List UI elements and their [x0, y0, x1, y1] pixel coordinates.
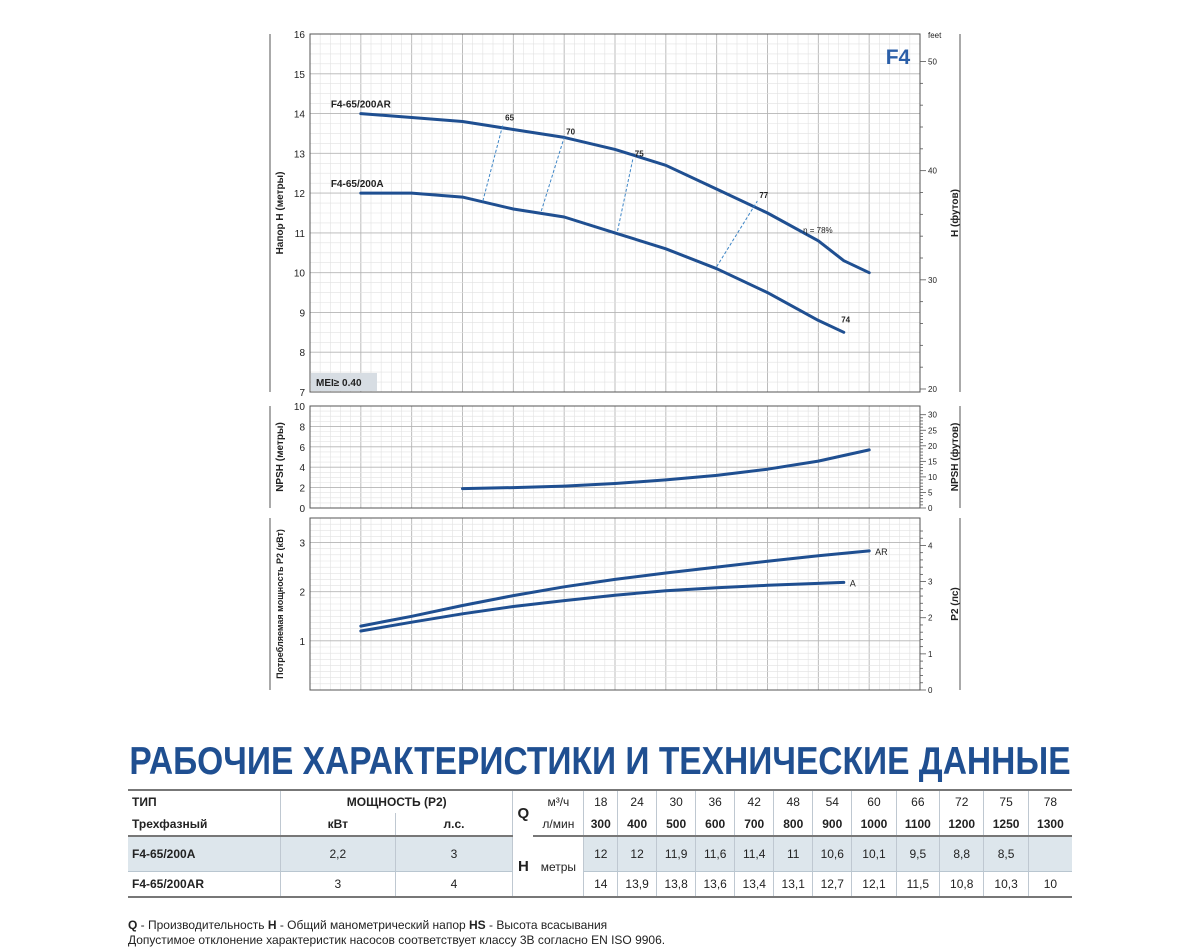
series-label: F4-65/200AR — [330, 99, 391, 111]
head-value: 10,3 — [984, 872, 1028, 898]
head-value: 11,5 — [896, 872, 939, 898]
y2-axis-title: NPSH (футов) — [950, 422, 961, 492]
efficiency-label: 70 — [566, 127, 576, 137]
y2-axis-title: P2 (лс) — [950, 587, 961, 621]
m3h-cell: 48 — [774, 790, 813, 813]
y-tick-label: 8 — [299, 348, 305, 360]
head-value: 13,8 — [657, 872, 696, 898]
table-row — [128, 836, 1072, 872]
y2-tick-label: 20 — [928, 385, 937, 394]
y2-tick-label: 10 — [928, 472, 937, 482]
m3h-cell: 18 — [584, 790, 618, 813]
footnote-q-text: - Производительность — [137, 918, 268, 932]
lmin-cell: 1250 — [984, 813, 1028, 836]
q-label: Q — [513, 790, 534, 836]
mei-label: MEI≥ 0.40 — [316, 378, 362, 389]
head-value: 11,6 — [696, 836, 735, 872]
m3h-cell: 66 — [896, 790, 939, 813]
y-tick-label: 11 — [294, 228, 305, 240]
series-label: A — [849, 578, 856, 589]
head-value: 8,5 — [984, 836, 1028, 872]
head-value: 11,4 — [735, 836, 774, 872]
y-axis-title: NPSH (метры) — [275, 422, 286, 492]
h-label: H — [513, 836, 534, 897]
m3h-cell: 42 — [735, 790, 774, 813]
head-value: 13,1 — [774, 872, 813, 898]
y2-tick-label: 50 — [928, 57, 937, 67]
model-name: F4-65/200AR — [128, 872, 281, 898]
y-tick-label: 9 — [299, 308, 305, 320]
table-row — [128, 872, 1072, 898]
efficiency-label: 65 — [505, 113, 515, 123]
kw-value: 3 — [281, 872, 396, 898]
head-value: 9,5 — [896, 836, 939, 872]
efficiency-label: 75 — [634, 149, 644, 159]
lmin-cell: 1100 — [896, 813, 939, 836]
y2-tick-label: 25 — [928, 426, 937, 436]
y2-tick-label: 5 — [928, 488, 933, 498]
head-value: 11,9 — [657, 836, 696, 872]
y-tick-label: 16 — [293, 30, 305, 41]
lmin-cell: 300 — [584, 813, 618, 836]
y-tick-label: 7 — [299, 388, 305, 399]
y-tick-label: 14 — [293, 109, 305, 121]
series-label: AR — [875, 546, 888, 557]
lmin-cell: 500 — [657, 813, 696, 836]
head-value: 10,6 — [813, 836, 852, 872]
m3h-cell: 54 — [813, 790, 852, 813]
y2-unit-label: feet — [928, 31, 942, 40]
footnote-hs-text: - Высота всасывания — [485, 918, 608, 932]
y2-tick-label: 30 — [928, 275, 937, 285]
table-subheader-row — [128, 813, 1072, 836]
spec-table — [128, 789, 1072, 898]
y-tick-label: 13 — [293, 149, 305, 161]
m3h-cell: 72 — [940, 790, 984, 813]
hp-header: л.с. — [395, 813, 513, 836]
footnote-q: Q — [128, 918, 138, 932]
y2-tick-label: 0 — [928, 686, 933, 695]
footnote-legend — [128, 918, 607, 932]
y2-tick-label: 30 — [928, 410, 937, 420]
head-value: 12 — [584, 836, 618, 872]
lmin-cell: 600 — [696, 813, 735, 836]
section-title: РАБОЧИЕ ХАРАКТЕРИСТИКИ И ТЕХНИЧЕСКИЕ ДАННЫЕ — [129, 740, 1071, 783]
head-value: 13,9 — [618, 872, 657, 898]
y2-axis-title: H (футов) — [950, 189, 961, 237]
y2-tick-label: 15 — [928, 457, 937, 467]
y-tick-label: 4 — [299, 463, 305, 475]
series-label: F4-65/200A — [330, 179, 384, 191]
head-value: 10,8 — [940, 872, 984, 898]
y-tick-label: 15 — [293, 69, 305, 81]
head-value: 13,6 — [696, 872, 735, 898]
head-chart — [270, 30, 961, 399]
lmin-cell: 1200 — [940, 813, 984, 836]
lmin-unit: л/мин — [533, 813, 584, 836]
footnote-tolerance: Допустимое отклонение характеристик насосов соответствует классу 3В согласно EN ISO 9906. — [128, 933, 666, 947]
h-unit: метры — [533, 836, 584, 897]
y-tick-label: 8 — [299, 422, 305, 434]
kw-value: 2,2 — [281, 836, 396, 872]
head-value: 13,4 — [735, 872, 774, 898]
y-tick-label: 0 — [299, 504, 305, 515]
y2-tick-label: 2 — [928, 613, 933, 623]
y2-tick-label: 4 — [928, 541, 933, 551]
y2-tick-label: 40 — [928, 166, 937, 176]
lmin-cell: 1300 — [1028, 813, 1072, 836]
lmin-cell: 800 — [774, 813, 813, 836]
efficiency-label: 74 — [841, 315, 851, 325]
footnote-h: H — [267, 918, 277, 932]
m3h-cell: 75 — [984, 790, 1028, 813]
lmin-cell: 900 — [813, 813, 852, 836]
y-axis-title: Напор H (метры) — [275, 171, 286, 255]
y2-tick-label: 20 — [928, 441, 937, 451]
y-axis-title: Потребляемая мощность P2 (кВт) — [275, 529, 285, 679]
head-value: 11 — [774, 836, 813, 872]
model-name: F4-65/200A — [128, 836, 281, 872]
head-value: 14 — [584, 872, 618, 898]
head-value: 10,1 — [852, 836, 896, 872]
y-tick-label: 12 — [293, 189, 305, 201]
lmin-cell: 700 — [735, 813, 774, 836]
efficiency-label: 77 — [759, 191, 769, 201]
eta-label: η = 78% — [803, 225, 833, 235]
y2-tick-label: 0 — [928, 504, 933, 513]
head-value — [1028, 836, 1072, 872]
lmin-cell: 1000 — [852, 813, 896, 836]
power-header: МОЩНОСТЬ (P2) — [281, 790, 513, 813]
m3h-cell: 24 — [618, 790, 657, 813]
hp-value: 4 — [395, 872, 513, 898]
y-tick-label: 1 — [299, 636, 305, 648]
lmin-cell: 400 — [618, 813, 657, 836]
y-tick-label: 3 — [299, 538, 305, 550]
phase-header: Трехфазный — [128, 813, 281, 836]
y2-tick-label: 1 — [928, 649, 933, 659]
m3h-cell: 60 — [852, 790, 896, 813]
y-tick-label: 10 — [293, 402, 305, 413]
m3h-cell: 36 — [696, 790, 735, 813]
y-tick-label: 6 — [299, 442, 305, 454]
npsh-chart — [270, 402, 961, 515]
kw-header: кВт — [281, 813, 396, 836]
type-header: ТИП — [128, 790, 281, 813]
footnote-hs: HS — [469, 918, 486, 932]
table-header-row — [128, 790, 1072, 813]
head-value: 12,7 — [813, 872, 852, 898]
m3h-cell: 30 — [657, 790, 696, 813]
power-chart — [270, 518, 961, 695]
y-tick-label: 2 — [299, 483, 305, 495]
head-value: 8,8 — [940, 836, 984, 872]
head-value: 10 — [1028, 872, 1072, 898]
m3h-cell: 78 — [1028, 790, 1072, 813]
model-badge: F4 — [885, 46, 911, 69]
hp-value: 3 — [395, 836, 513, 872]
y-tick-label: 10 — [293, 268, 305, 280]
m3h-unit: м³/ч — [533, 790, 584, 813]
y2-tick-label: 3 — [928, 577, 933, 587]
footnote-h-text: - Общий манометрический напор — [276, 918, 470, 932]
y-tick-label: 2 — [299, 587, 305, 599]
head-value: 12,1 — [852, 872, 896, 898]
head-value: 12 — [618, 836, 657, 872]
